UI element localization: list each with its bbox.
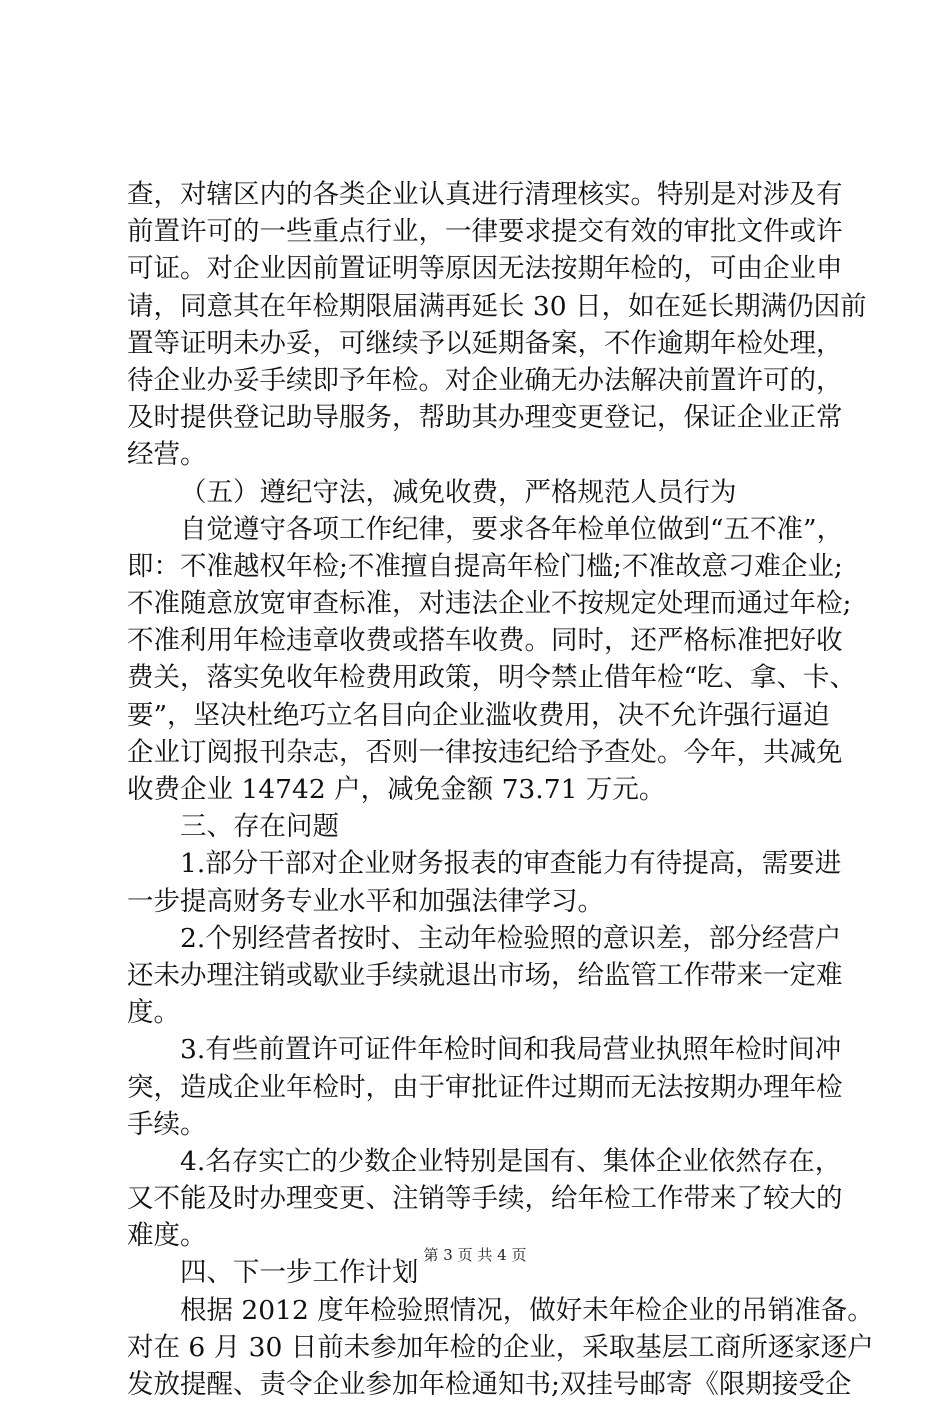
text-line: 不准随意放宽审查标准，对违法企业不按规定处理而通过年检; xyxy=(127,588,852,620)
text-line: 4.名存实亡的少数企业特别是国有、集体企业依然存在， xyxy=(180,1145,842,1177)
text-line: 手续。 xyxy=(127,1108,207,1140)
text-line: 置等证明未办妥，可继续予以延期备案，不作逾期年检处理， xyxy=(127,327,843,359)
page-footer: 第 3 页 共 4 页 xyxy=(423,1246,527,1264)
text-line: 3.有些前置许可证件年检时间和我局营业执照年检时间冲 xyxy=(180,1034,842,1066)
text-line: （五）遵纪守法，减免收费，严格规范人员行为 xyxy=(180,476,737,508)
text-line: 可证。对企业因前置证明等原因无法按期年检的，可由企业申 xyxy=(127,253,843,285)
text-line: 要”，坚决杜绝巧立名目向企业滥收费用，决不允许强行逼迫 xyxy=(127,699,830,731)
text-line: 前置许可的一些重点行业，一律要求提交有效的审批文件或许 xyxy=(127,216,843,248)
text-line: 对在 6 月 30 日前未参加年检的企业，采取基层工商所逐家逐户 xyxy=(127,1331,874,1363)
text-line: 突，造成企业年检时，由于审批证件过期而无法按期办理年检 xyxy=(127,1071,843,1103)
text-line: 自觉遵守各项工作纪律，要求各年检单位做到“五不准”， xyxy=(180,513,844,545)
text-line: 及时提供登记助导服务，帮助其办理变更登记，保证企业正常 xyxy=(127,402,843,434)
text-line: 还未办理注销或歇业手续就退出市场，给监管工作带来一定难 xyxy=(127,959,843,991)
text-line: 收费企业 14742 户，减免金额 73.71 万元。 xyxy=(127,774,666,805)
text-line: 四、下一步工作计划 xyxy=(180,1257,419,1289)
text-line: 度。 xyxy=(127,997,180,1029)
text-line: 一步提高财务专业水平和加强法律学习。 xyxy=(127,885,604,917)
text-line: 发放提醒、责令企业参加年检通知书;双挂号邮寄《限期接受企 xyxy=(127,1369,852,1400)
text-line: 企业订阅报刊杂志，否则一律按违纪给予查处。今年，共减免 xyxy=(127,736,843,768)
document-body xyxy=(127,176,874,1403)
text-line: 不准利用年检违章收费或搭车收费。同时，还严格标准把好收 xyxy=(127,625,843,657)
text-line: 经营。 xyxy=(127,439,207,471)
text-line: 难度。 xyxy=(127,1220,207,1252)
text-line: 又不能及时办理变更、注销等手续，给年检工作带来了较大的 xyxy=(127,1183,843,1215)
text-line: 三、存在问题 xyxy=(180,811,339,843)
text-line: 请，同意其在年检期限届满再延长 30 日，如在延长期满仍因前 xyxy=(127,290,867,322)
text-line: 1.部分干部对企业财务报表的审查能力有待提高，需要进 xyxy=(180,848,842,880)
text-line: 2.个别经营者按时、主动年检验照的意识差，部分经营户 xyxy=(180,922,842,954)
text-line: 费关，落实免收年检费用政策，明令禁止借年检“吃、拿、卡、 xyxy=(127,662,857,694)
text-line: 待企业办妥手续即予年检。对企业确无办法解决前置许可的， xyxy=(127,364,843,396)
text-line: 查，对辖区内的各类企业认真进行清理核实。特别是对涉及有 xyxy=(127,179,843,210)
text-line: 即：不准越权年检;不准擅自提高年检门槛;不准故意刁难企业; xyxy=(127,550,843,582)
text-line: 根据 2012 度年检验照情况，做好未年检企业的吊销准备。 xyxy=(180,1294,874,1326)
